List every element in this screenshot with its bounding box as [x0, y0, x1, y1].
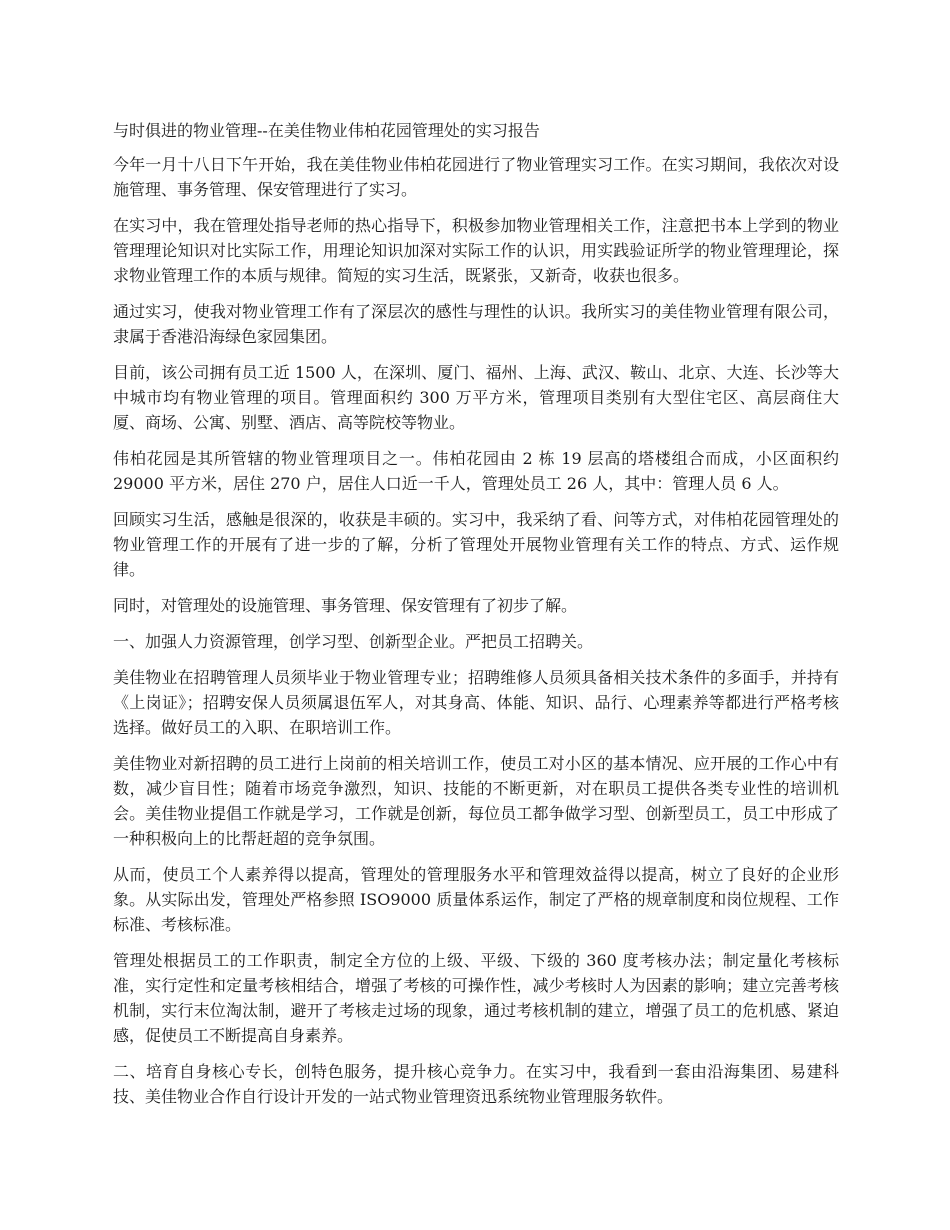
paragraph-review: 回顾实习生活，感触是很深的，收获是丰硕的。实习中，我采纳了看、问等方式，对伟柏花园管理处的物业管理工作的开展有了进一步的了解，分析了管理处开展物业管理有关工作的特点、方式、运作规律。 — [113, 510, 839, 579]
section-heading-hr: 一、加强人力资源管理，创学习型、创新型企业。严把员工招聘关。 — [113, 632, 594, 651]
paragraph-recruitment: 美佳物业在招聘管理人员须毕业于物业管理专业；招聘维修人员须具备相关技术条件的多面手，并持有《上岗证》；招聘安保人员须属退伍军人，对其身高、体能、知识、品行、心理素养等都进行严格考核选择。做好员工的入职、在职培训工作。 — [113, 668, 839, 737]
paragraph-internship-guidance: 在实习中，我在管理处指导老师的热心指导下，积极参加物业管理相关工作，注意把书本上学到的物业管理理论知识对比实际工作，用理论知识加深对实际工作的认识，用实践验证所学的物业管理理论，探求物业管理工作的本质与规律。简短的实习生活，既紧张，又新奇，收获也很多。 — [113, 216, 839, 285]
paragraph-company-affiliation: 通过实习，使我对物业管理工作有了深层次的感性与理性的认识。我所实习的美佳物业管理有限公司，隶属于香港沿海绿色家园集团。 — [113, 302, 839, 346]
section-heading-core-competence: 二、培育自身核心专长，创特色服务，提升核心竞争力。在实习中，我看到一套由沿海集团、易建科技、美佳物业合作自行设计开发的一站式物业管理资迅系统物业管理服务软件。 — [113, 1062, 839, 1106]
paragraph-iso9000: 从而，使员工个人素养得以提高，管理处的管理服务水平和管理效益得以提高，树立了良好的企业形象。从实际出发，管理处严格参照 ISO9000 质量体系运作，制定了严格的规章制度和岗位规程、工作标准、考核标准。 — [113, 865, 839, 934]
paragraph-weibo-garden: 伟柏花园是其所管辖的物业管理项目之一。伟柏花园由 2 栋 19 层高的塔楼组合而成，小区面积约 29000 平方米，居住 270 户，居住人口近一千人，管理处员工 26 人，其中：管理人员 6 人。 — [113, 449, 839, 493]
paragraph-preliminary: 同时，对管理处的设施管理、事务管理、保安管理有了初步了解。 — [113, 596, 578, 615]
document-title: 与时俱进的物业管理--在美佳物业伟柏花园管理处的实习报告 — [113, 121, 540, 140]
paragraph-assessment: 管理处根据员工的工作职责，制定全方位的上级、平级、下级的 360 度考核办法；制定量化考核标准，实行定性和定量考核相结合，增强了考核的可操作性，减少考核时人为因素的影响；建立完善考核机制，实行末位淘汰制，避开了考核走过场的现象，通过考核机制的建立，增强了员工的危机感、紧迫感，促使员工不断提高自身素养。 — [113, 951, 839, 1045]
document-page — [113, 118, 839, 1120]
paragraph-training: 美佳物业对新招聘的员工进行上岗前的相关培训工作，使员工对小区的基本情况、应开展的工作心中有数，减少盲目性；随着市场竞争激烈，知识、技能的不断更新，对在职员工提供各类专业性的培训机会。美佳物业提倡工作就是学习，工作就是创新，每位员工都争做学习型、创新型员工，员工中形成了一种积极向上的比帮赶超的竞争氛围。 — [113, 754, 839, 848]
paragraph-intro: 今年一月十八日下午开始，我在美佳物业伟柏花园进行了物业管理实习工作。在实习期间，我依次对设施管理、事务管理、保安管理进行了实习。 — [113, 155, 839, 199]
paragraph-company-scale: 目前，该公司拥有员工近 1500 人，在深圳、厦门、福州、上海、武汉、鞍山、北京、大连、长沙等大中城市均有物业管理的项目。管理面积约 300 万平方米，管理项目类别有大型住宅区、高层商住大厦、商场、公寓、别墅、酒店、高等院校等物业。 — [113, 363, 839, 432]
